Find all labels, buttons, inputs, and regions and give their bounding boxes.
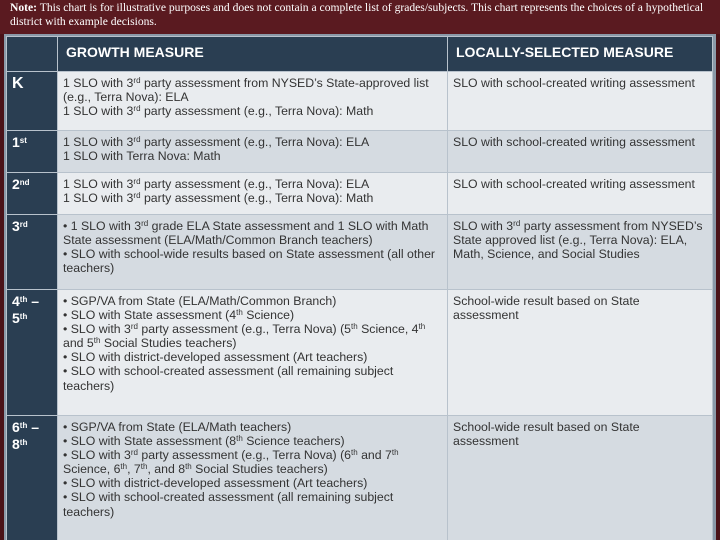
growth-measure-cell bbox=[58, 416, 448, 540]
grade-cell: 1st bbox=[7, 131, 58, 173]
table-row bbox=[7, 416, 713, 540]
table-body bbox=[7, 72, 713, 540]
header-grade bbox=[7, 37, 58, 72]
grade-cell: K bbox=[7, 72, 58, 131]
local-measure-line: SLO with school-created writing assessment bbox=[453, 177, 695, 191]
local-measure-line: SLO with 3rd party assessment from NYSED’s State approved list (e.g., Terra Nova): ELA, Math, Science, and Social Studies bbox=[453, 219, 703, 262]
growth-measure-cell bbox=[58, 173, 448, 215]
grade-cell: 2nd bbox=[7, 173, 58, 215]
growth-measure-cell bbox=[58, 72, 448, 131]
note-prefix: Note: bbox=[10, 1, 38, 14]
growth-measure-line: • SLO with school-created assessment (all remaining subject teachers) bbox=[63, 490, 394, 519]
growth-measure-cell bbox=[58, 290, 448, 416]
growth-measure-line: • SLO with school-created assessment (all remaining subject teachers) bbox=[63, 364, 394, 393]
table-row bbox=[7, 215, 713, 290]
growth-measure-line: 1 SLO with 3rd party assessment from NYSED’s State-approved list (e.g., Terra Nova): ELA bbox=[63, 76, 429, 105]
local-measure-cell bbox=[448, 215, 713, 290]
growth-measure-line: 1 SLO with Terra Nova: Math bbox=[63, 149, 221, 164]
growth-measure-line: • SLO with district-developed assessment (Art teachers) bbox=[63, 350, 368, 365]
growth-measure-line: • SLO with school-wide results based on State assessment (all other teachers) bbox=[63, 247, 436, 276]
grade-cell: 3rd bbox=[7, 215, 58, 290]
header-locally-selected-measure: LOCALLY-SELECTED MEASURE bbox=[448, 37, 713, 72]
growth-measure-line: 1 SLO with 3rd party assessment (e.g., Terra Nova): ELA bbox=[63, 177, 370, 191]
table-row bbox=[7, 72, 713, 131]
grade-cell: 4th – 5th bbox=[7, 290, 58, 416]
note-text: This chart is for illustrative purposes and does not contain a complete list of grades/subjects. This chart represents the choices of a hypothetical district with example decisions. bbox=[10, 1, 704, 28]
note-banner bbox=[0, 0, 720, 34]
growth-measure-line: • SLO with State assessment (8th Science teachers) bbox=[63, 434, 345, 449]
local-measure-cell bbox=[448, 416, 713, 540]
local-measure-line: School-wide result based on State assessment bbox=[453, 294, 640, 323]
local-measure-cell bbox=[448, 131, 713, 173]
growth-measure-line: • SGP/VA from State (ELA/Math/Common Branch) bbox=[63, 294, 337, 308]
table-row bbox=[7, 131, 713, 173]
header-growth-measure: GROWTH MEASURE bbox=[58, 37, 448, 72]
local-measure-cell bbox=[448, 72, 713, 131]
table-row bbox=[7, 173, 713, 215]
local-measure-line: SLO with school-created writing assessment bbox=[453, 76, 695, 90]
table-frame bbox=[4, 34, 716, 540]
growth-measure-cell bbox=[58, 215, 448, 290]
growth-measure-line: 1 SLO with 3rd party assessment (e.g., Terra Nova): ELA bbox=[63, 135, 370, 149]
growth-measure-line: • SLO with district-developed assessment (Art teachers) bbox=[63, 476, 368, 491]
measures-table bbox=[6, 36, 713, 540]
table-header-row bbox=[7, 37, 713, 72]
local-measure-line: SLO with school-created writing assessment bbox=[453, 135, 695, 149]
growth-measure-line: • SLO with 3rd party assessment (e.g., Terra Nova) (5th Science, 4th and 5th Social Studies teachers) bbox=[63, 322, 426, 351]
growth-measure-cell bbox=[58, 131, 448, 173]
local-measure-cell bbox=[448, 173, 713, 215]
growth-measure-line: 1 SLO with 3rd party assessment (e.g., Terra Nova): Math bbox=[63, 191, 374, 206]
table-row bbox=[7, 290, 713, 416]
growth-measure-line: • SLO with 3rd party assessment (e.g., Terra Nova) (6th and 7th Science, 6th, 7th, and 8th Social Studies teachers) bbox=[63, 448, 399, 477]
grade-cell: 6th – 8th bbox=[7, 416, 58, 540]
local-measure-cell bbox=[448, 290, 713, 416]
growth-measure-line: • 1 SLO with 3rd grade ELA State assessment and 1 SLO with Math State assessment (ELA/Math/Common Branch teachers) bbox=[63, 219, 429, 248]
local-measure-line: School-wide result based on State assessment bbox=[453, 420, 640, 449]
growth-measure-line: • SLO with State assessment (4th Science) bbox=[63, 308, 295, 323]
growth-measure-line: • SGP/VA from State (ELA/Math teachers) bbox=[63, 420, 292, 434]
growth-measure-line: 1 SLO with 3rd party assessment (e.g., Terra Nova): Math bbox=[63, 104, 374, 119]
